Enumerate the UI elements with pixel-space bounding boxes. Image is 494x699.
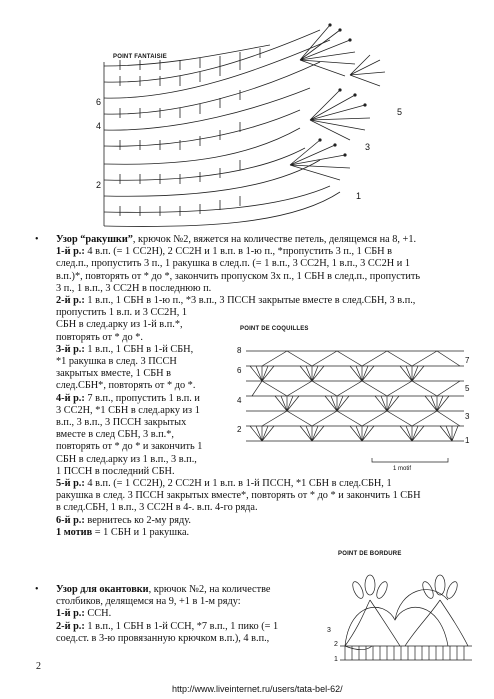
text: 1 в.п., 1 СБН в 1-й ССН, *7 в.п., 1 пико (= 1: [84, 620, 279, 632]
pattern-title: Узор для окантовки: [56, 584, 149, 595]
row-label: 6-й р.:: [56, 514, 85, 526]
text: повторять от * до * и закончить 1: [56, 441, 203, 453]
text: 1 ПССН в последний СБН.: [56, 465, 175, 477]
text: 1 в.п., 1 СБН в 1-ю п., *3 в.п., 3 ПССН закрытые вместе в след.СБН, 3 в.п.,: [84, 295, 416, 307]
row-number: 6: [96, 97, 102, 107]
row-number: 4: [237, 396, 242, 405]
text: в след.СБН, 1 в.п., 3 СС2Н в 4-. в.п. 4-го ряда.: [56, 502, 258, 514]
row-number: 7: [465, 356, 470, 365]
row-label: 5-й р.:: [56, 478, 85, 490]
row-number: 2: [96, 180, 102, 190]
page-number: 2: [36, 661, 41, 672]
diagram-coquilles-title: POINT DE COQUILLES: [240, 326, 309, 332]
row-label: 4-й р.:: [56, 392, 85, 404]
text: повторять от * до *.: [56, 331, 143, 343]
text: в.п., 3 в.п., 3 ПССН закрытых: [56, 417, 187, 429]
text: ССН.: [84, 608, 112, 620]
text: след.п., пропустить 3 п., 1 ракушка в след.п. (= 1 в.п., 3 СС2Н, 1 в.п., 3 СС2Н и 1: [56, 258, 411, 270]
text: 3 СС2Н, *1 СБН в след.арку из 1: [56, 404, 200, 416]
text: СБН в след.арку из 1 в.п., 3 в.п.,: [56, 453, 197, 465]
text: 4 в.п. (= 1 СС2Н), 2 СС2Н и 1 в.п. в 1-ю п., *пропустить 3 п., 1 СБН в: [84, 246, 392, 258]
text: , крючок №2, вяжется на количестве петель, делящемся на 8, +1.: [132, 234, 417, 245]
row-label: 1-й р.:: [56, 246, 85, 258]
text: вместе в след СБН, 3 в.п.*,: [56, 429, 174, 441]
row-number: 1: [334, 656, 338, 663]
row-label: 2-й р.:: [56, 620, 85, 632]
row-number: 4: [96, 121, 102, 131]
text: в.п.)*, повторять от * до *, закончить пропуском 3х п., 1 СБН в след.п., пропустить: [56, 270, 421, 282]
row-label: 2-й р.:: [56, 295, 85, 307]
bullet: •: [35, 584, 39, 595]
row-label: 3-й р.:: [56, 343, 85, 355]
row-number: 2: [237, 425, 242, 434]
text: *1 ракушка в след. 3 ПССН: [56, 356, 177, 368]
row-number: 3: [465, 412, 470, 421]
diagram-fantaisie-title: POINT FANTAISIE: [113, 54, 167, 60]
text: пропустить 1 в.п. и 3 СС2Н, 1: [56, 307, 188, 319]
text: ракушка в след. 3 ПССН закрытых вместе*, повторять от * до * и закончить 1 СБН: [56, 490, 421, 502]
row-number: 8: [237, 346, 242, 355]
bullet: •: [35, 234, 39, 245]
text: СБН в след.арку из 1-й в.п.*,: [56, 319, 183, 331]
row-number: 5: [397, 107, 403, 117]
text: , крючок №2, на количестве: [148, 584, 271, 595]
motif-label: 1 мотив: [56, 526, 93, 538]
text: 3 п., 1 в.п., 3 СС2Н в последнюю п.: [56, 282, 212, 294]
row-number: 6: [237, 366, 242, 375]
diagram-bordure-title: POINT DE BORDURE: [338, 551, 402, 557]
row-number: 2: [334, 641, 338, 648]
text: столбиков, делящемся на 9, +1 в 1-м ряду:: [56, 596, 241, 608]
text: соед.ст. в 3-ю провязанную крючком в.п.), 4 в.п.,: [56, 632, 270, 644]
text: = 1 СБН и 1 ракушка.: [92, 526, 190, 538]
row-number: 3: [365, 142, 371, 152]
text: 7 в.п., пропустить 1 в.п. и: [84, 392, 200, 404]
row-number: 1: [356, 191, 362, 201]
row-number: 1: [465, 436, 470, 445]
text: вернитесь ко 2-му ряду.: [84, 514, 191, 526]
text: 4 в.п. (= 1 СС2Н), 2 СС2Н и 1 в.п. в 1-й ПССН, *1 СБН в след.СБН, 1: [84, 478, 392, 490]
text: 1 в.п., 1 СБН в 1-й СБН,: [84, 343, 194, 355]
row-number: 3: [327, 627, 331, 634]
text: закрытых вместе, 1 СБН в: [56, 368, 172, 380]
row-number: 5: [465, 384, 470, 393]
article-border: [56, 584, 326, 645]
row-label: 1-й р.:: [56, 608, 85, 620]
source-url[interactable]: http://www.liveinternet.ru/users/tata-bel-62/: [172, 684, 343, 694]
text: след.СБН*, повторять от * до *.: [56, 380, 196, 392]
pattern-title: Узор “ракушки”: [56, 234, 133, 245]
motif-caption: 1 motif: [393, 466, 412, 472]
